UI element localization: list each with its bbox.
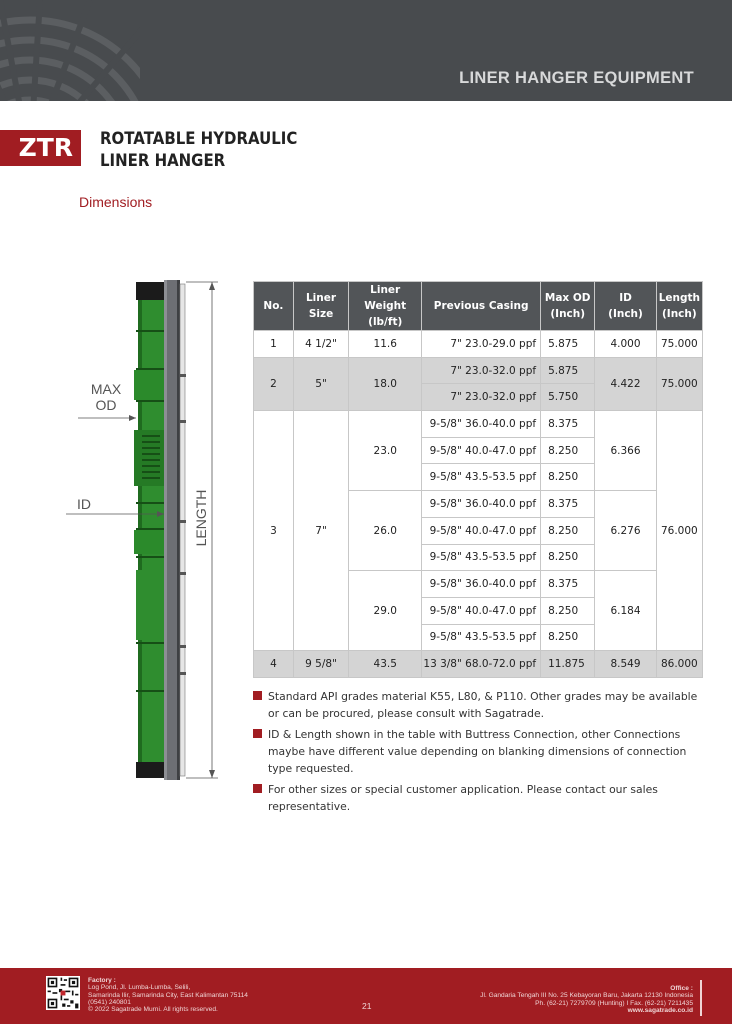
cell-no: 3 — [254, 411, 294, 651]
company-logo-icon — [0, 0, 140, 101]
cell-id: 6.184 — [595, 571, 656, 651]
cylinder-section — [136, 570, 164, 640]
cell-casing: 9-5/8" 40.0-47.0 ppf — [422, 597, 541, 624]
cell-casing: 9-5/8" 40.0-47.0 ppf — [422, 437, 541, 464]
max-od-label-od: OD — [95, 397, 117, 413]
cell-casing: 9-5/8" 36.0-40.0 ppf — [422, 411, 541, 438]
cell-casing: 9-5/8" 43.5-53.5 ppf — [422, 464, 541, 491]
cell-max-od: 5.750 — [541, 384, 595, 411]
note-item — [253, 726, 708, 777]
cell-max-od: 5.875 — [541, 357, 595, 384]
max-od-label-max: MAX — [90, 381, 122, 397]
website-link[interactable]: www.sagatrade.co.id — [627, 1006, 693, 1014]
length-top-arrow-icon — [209, 282, 215, 290]
cell-length: 86.000 — [656, 651, 702, 678]
cell-weight: 43.5 — [349, 651, 422, 678]
cell-id: 4.000 — [595, 331, 656, 358]
cell-no: 1 — [254, 331, 294, 358]
outer-sleeve — [180, 284, 185, 776]
table-header-row — [254, 282, 703, 331]
cone-section — [134, 370, 166, 400]
category-title: LINER HANGER EQUIPMENT — [459, 69, 694, 87]
square-bullet-icon — [253, 729, 262, 738]
page-footer — [0, 968, 732, 1024]
note-text: ID & Length shown in the table with Buttress Connection, other Connections maybe have different value depending on blanking dimensions of connection type requested. — [268, 728, 687, 775]
id-label: ID — [77, 496, 91, 512]
office-address — [480, 985, 693, 1014]
product-title — [100, 128, 297, 172]
piston-section — [134, 530, 166, 554]
cell-casing: 7" 23.0-29.0 ppf — [422, 331, 541, 358]
qr-code-icon[interactable] — [46, 976, 80, 1010]
footer-divider — [700, 980, 702, 1016]
note-text: Standard API grades material K55, L80, & P110. Other grades may be available or can be procured, please consult with Sagatrade. — [268, 690, 698, 720]
col-max-od — [541, 282, 595, 331]
cell-weight: 29.0 — [349, 571, 422, 651]
cell-length: 75.000 — [656, 357, 702, 410]
cell-casing: 9-5/8" 36.0-40.0 ppf — [422, 571, 541, 598]
cell-max-od: 8.250 — [541, 624, 595, 651]
cell-id: 4.422 — [595, 357, 656, 410]
factory-line2: Samarinda Ilir, Samarinda City, East Kalimantan 75114 — [88, 991, 248, 999]
col-liner-size: Liner Size — [293, 282, 348, 331]
col-id — [595, 282, 656, 331]
cell-length: 76.000 — [656, 411, 702, 651]
cell-weight: 18.0 — [349, 357, 422, 410]
dimensions-table — [253, 281, 703, 678]
cell-max-od: 5.875 — [541, 331, 595, 358]
table-row — [254, 411, 703, 438]
cell-casing: 9-5/8" 43.5-53.5 ppf — [422, 624, 541, 651]
notes-list — [253, 688, 708, 819]
cell-id: 8.549 — [595, 651, 656, 678]
cell-max-od: 8.375 — [541, 491, 595, 518]
note-item — [253, 781, 708, 815]
col-id-line2: (Inch) — [608, 308, 643, 320]
liner-hanger-drawing — [60, 270, 230, 790]
cell-no: 2 — [254, 357, 294, 410]
max-od-arrow-icon — [129, 415, 136, 421]
product-title-line1: ROTATABLE HYDRAULIC — [100, 129, 298, 149]
factory-address — [88, 977, 248, 1013]
office-line2: Ph. (62-21) 7279709 (Hunting) I Fax. (62-21) 7211435 — [535, 999, 693, 1007]
cell-size: 4 1/2" — [293, 331, 348, 358]
page-header — [0, 0, 732, 101]
table-row — [254, 331, 703, 358]
col-max-od-line2: (Inch) — [550, 308, 586, 320]
cell-casing: 9-5/8" 40.0-47.0 ppf — [422, 517, 541, 544]
cell-size: 9 5/8" — [293, 651, 348, 678]
product-title-line2: LINER HANGER — [100, 151, 226, 171]
cell-casing: 9-5/8" 36.0-40.0 ppf — [422, 491, 541, 518]
col-length-line2: (Inch) — [662, 308, 697, 320]
inner-mandrel-highlight — [164, 280, 167, 780]
section-heading: Dimensions — [79, 194, 153, 210]
cell-max-od: 8.250 — [541, 544, 595, 571]
cell-max-od: 8.250 — [541, 597, 595, 624]
factory-label: Factory : — [88, 977, 116, 984]
cell-casing: 13 3/8" 68.0-72.0 ppf — [422, 651, 541, 678]
cell-max-od: 8.375 — [541, 411, 595, 438]
cell-id: 6.366 — [595, 411, 656, 491]
cell-casing: 9-5/8" 43.5-53.5 ppf — [422, 544, 541, 571]
table-row — [254, 651, 703, 678]
bottom-collar — [136, 762, 166, 778]
factory-phone: (0541) 240801 — [88, 998, 131, 1006]
cell-max-od: 8.375 — [541, 571, 595, 598]
cell-max-od: 8.250 — [541, 464, 595, 491]
square-bullet-icon — [253, 784, 262, 793]
cell-weight: 11.6 — [349, 331, 422, 358]
col-length — [656, 282, 702, 331]
cell-length: 75.000 — [656, 331, 702, 358]
length-label: LENGTH — [193, 489, 209, 547]
office-line1: Jl. Gandaria Tengah III No. 25 Kebayoran Baru, Jakarta 12130 Indonesia — [480, 992, 693, 1000]
col-max-od-line1: Max OD — [544, 292, 591, 304]
factory-line1: Log Pond, Jl. Lumba-Lumba, Selili, — [88, 984, 191, 992]
top-collar — [136, 282, 166, 300]
cell-weight: 26.0 — [349, 491, 422, 571]
cell-casing: 7" 23.0-32.0 ppf — [422, 384, 541, 411]
col-liner-weight-line2: (lb/ft) — [368, 316, 403, 328]
cell-max-od: 8.250 — [541, 517, 595, 544]
note-item — [253, 688, 708, 722]
copyright: © 2022 Sagatrade Murni. All rights reserved. — [88, 1006, 218, 1014]
table-row — [254, 357, 703, 384]
note-text: For other sizes or special customer application. Please contact our sales representative. — [268, 783, 658, 813]
page-number: 21 — [362, 1001, 372, 1011]
length-bottom-arrow-icon — [209, 770, 215, 778]
cell-max-od: 11.875 — [541, 651, 595, 678]
cell-max-od: 8.250 — [541, 437, 595, 464]
cell-weight: 23.0 — [349, 411, 422, 491]
product-code-badge: ZTR — [0, 130, 81, 166]
square-bullet-icon — [253, 691, 262, 700]
col-length-line1: Length — [658, 292, 700, 304]
cell-id: 6.276 — [595, 491, 656, 571]
col-no: No. — [254, 282, 294, 331]
col-previous-casing: Previous Casing — [422, 282, 541, 331]
cell-casing: 7" 23.0-32.0 ppf — [422, 357, 541, 384]
col-liner-weight-line1: Liner Weight — [364, 284, 407, 312]
cell-no: 4 — [254, 651, 294, 678]
cell-size: 5" — [293, 357, 348, 410]
cell-size: 7" — [293, 411, 348, 651]
col-id-line1: ID — [619, 292, 632, 304]
inner-mandrel-shadow — [177, 280, 180, 780]
office-label: Office : — [670, 985, 693, 992]
col-liner-weight — [349, 282, 422, 331]
